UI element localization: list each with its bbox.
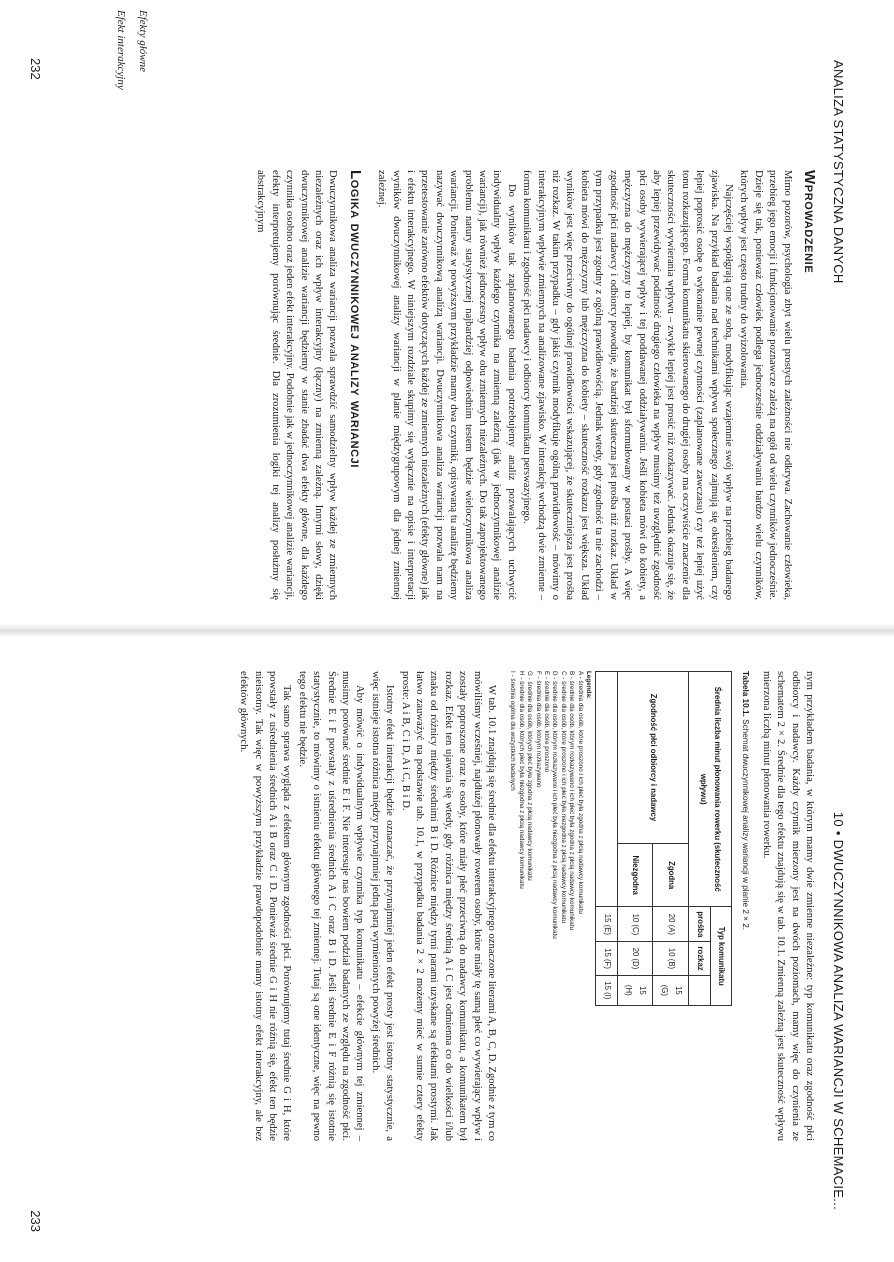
legend-item: A - średnia dla osób, które proszono i ich płeć była zgodna z płcią nadawcy komunikatu [576,671,584,914]
paragraph: W tab. 10.1 znajdują się średnie dla efektu interakcyjnego oznaczone literami A, B, C, D. Zgodnie z tym co mówiliśmy wcześniej, najdłużej płonowały rowerem osoby, które miały tę samą płeć co wywierający wpływ i zostały poproszone oraz te osoby, które miały płeć przeciwną do nadawcy komunikatu, a komunikatem był rozkaz. Efekt ten ujawnia się wtedy, gdy różnica między średnią A i C jest odmienna co do wielkości i/lub znaku od różnicy między średnimi B i D. Różnice między tymi parami uzyskane są efektami prostymi. Jak łatwo zauważyć na podstawie tab. 10.1, w przypadku badania 2 × 2 możemy mieć w sumie cztery efekty proste: A i B, C i D, A i C, B i D. [399,671,498,1141]
table-legend [508,671,592,1141]
table-row-label: Niezgodna [617,843,653,906]
margin-notes [110,10,154,160]
running-head-left: ANALIZA STATYSTYCZNA DANYCH [831,60,846,284]
running-head-right: 10 • DWUCZYNNIKOWA ANALIZA WARIANCJI W SCHEMACIE... [831,811,846,1210]
legend-item: F - średnia dla osób, którym rozkazywano [534,671,542,788]
table-col-header [689,975,710,1005]
legend-item: C - średnie dla osób, które proszono i ich płeć była niezgodna z płcią nadawcy komunikatu [559,671,567,924]
table-row-group: Zgodność płci odbiorcy i nadawcy [617,672,689,844]
table-cell: 20 (A) [653,907,689,942]
margin-note-interaction: Efekt interakcyjny [115,10,127,90]
table-row [596,672,617,1006]
table-caption [738,671,752,1141]
paragraph: Dwuczynnikowa analiza wariancji pozwala sprawdzić samodzielny wpływ każdej ze zmiennych niezależnych oraz ich wpływ interakcyjny (łączny) na zmienną zależną. Innymi słowy, dzięki dwuczynnikowej analizie wariancji będziemy w stanie zbadać dwa efekty główne, dla każdego czynnika osobno oraz jeden efekt interakcyjny. Podobnie jak w jednoczynnikowej analizie wariancji, efekty interpretujemy porównując średnie. Dla zrozumienia logiki tej analizy posłużmy się abstrakcyjnym [255,170,339,600]
table-cell: 15 (H) [617,975,653,1005]
legend-item: H - średnie dla osób, których płeć była niezgodna z płcią nadawcy komunikatu [517,671,525,889]
right-page [0,631,894,1262]
legend-item: E - średnie dla osób, które proszono [543,671,551,773]
table-cell: 15 (I) [596,975,617,1005]
paragraph: Najczęściej współgrają one ze sobą, modyfikując wzajemnie swój wpływ na przebieg badanego zjawiska. Na przykład badania nad technikami wpływu społecznego zajmują się określeniem, czy lepiej poprosić osobę o wykonanie pewnej czynności (zaplanowane zawczasu) czy też lepiej użyć tonu rozkazującego. Forma komunikatu skierowanego do drugiej osoby ma oczywiście znaczenie dla skuteczności wywierania wpływu – zwykle lepiej jest prosić niż rozkazywać. Jednak okazuje się, że aby lepiej przewidywać podatność drugiego człowieka na wpływ musimy też uwzględnić zgodność płci osoby wywierającej wpływ i tej poddawanej oddziaływaniu. Jeśli kobieta mówi do kobiety, a mężczyzna do mężczyzny to lepiej, by komunikat był sformułowany w postaci prośby. A więc zgodność płci nadawcy i odbiorcy powoduje, że bardziej skuteczna jest prośba niż rozkaz. Układ w tym przypadku jest zgodny z ogólną prawidłowością. Jednak wtedy, gdy zgodność ta nie zachodzi – kobieta mówi do mężczyzny lub mężczyzna do kobiety – skuteczność rozkazu jest większa. Układ wyników jest więc przeciwny do ogólnej prawidłowości wskazującej, że skuteczniejsza jest prośba niż rozkaz. W takim przypadku – gdy jakiś czynnik modyfikuje ogólną prawidłowość – mówimy o interakcyjnym wpływie zmiennych na analizowane zjawisko. W interakcję wchodzą dwie zmienne – forma komunikatu i zgodność płci nadawcy i odbiorcy komunikatu perswazyjnego. [521,170,734,600]
legend-item: I - średnia ogólna dla wszystkich badanych [509,671,517,791]
left-text-column [252,170,816,600]
paragraph: Istotny efekt interakcji będzie oznaczać, że przynajmniej jeden efekt prosty jest istotny statystycznie, a więc istnieje istotna różnica między przynajmniej jedną parą wymienionych powyżej średnich. [369,671,396,1141]
legend-item: B - średnie dla osób, którym rozkazywano i ich płeć była zgodna z płcią nadawcy komunikatu [568,671,576,930]
table-cell: 10 (C) [617,907,653,942]
paragraph: Tak samo sprawa wygląda z efektem głównym zgodności płci. Porównujemy tutaj średnie G i H, które powstały z uśrednienia średnich A i B oraz C i D. Ponieważ średnie G i H nie różnią się, efekt ten będzie nieistotny. Tak więc w powyższym przykładzie prawdopodobnie mamy istotny efekt interakcyjny, ale bez efektów głównych. [238,671,293,1141]
table-header-dv: Średnia liczba minut płonowania rowerku (skuteczność wpływu) [689,672,732,907]
paragraph: Mimo pozorów, psychologia zbyt wielu prostych zależności nie odkrywa. Zachowanie człowieka, przebieg jego emocji i funkcjonowanie poznawcze zależą na ogół od wielu czynników jednocześnie. Dzieje się tak, ponieważ człowiek podlega jednocześnie oddziaływaniu bardzo wielu czynników, których wpływ jest często trudny do wyizolowania. [738,170,793,600]
page-number-left: 232 [28,58,43,80]
margin-note-main-effects: Efekty główne [137,10,149,73]
legend-item: D - średnie dla osób, którym rozkazywano i ich płeć była niezgodna z płcią nadawcy komunikatu [551,671,559,939]
table-cell: 15 (G) [653,975,689,1005]
table-col-header: prośba [689,907,710,942]
paragraph: Do wyników tak zaplanowanego badania potrzebujemy analiz pozwalających uchwycić indywidualny wpływ każdego czynnika na zmienną zależną (jak w jednoczynnikowej analizie wariancji), jak również jednoczesny wpływ obu zmiennych niezależnych. Do tak zaprojektowanego problemu natury statystycznej najbardziej odpowiednim testem będzie wieloczynnikowa analiza wariancji. Ponieważ w powyższym przykładzie mamy dwa czynniki, opisywaną tu analizę będziemy nazywać dwuczynnikową analizą wariancji. Dwuczynnikowa analiza wariancji pozwala nam na przetestowanie zarówno efektów dotyczących każdej ze zmiennych niezależnych (efekty główne) jak i efektu interakcyjnego. W niniejszym rozdziale skupimy się wyłącznie na opisie i interpretacji wyników dwuczynnikowej analizy wariancji w planie międzygrupowym dla jednej zmiennej zależnej. [376,170,517,601]
table-cell: 20 (D) [617,942,653,975]
page-number-right: 233 [28,1210,43,1232]
table-cell: 15 (E) [596,907,617,942]
section-title-intro: Wprowadzenie [801,170,818,274]
table-row-label [596,672,617,907]
table-row-label: Zgodna [653,843,689,906]
table-cell: 10 (B) [653,942,689,975]
table-header-group: Typ komunikatu [710,907,731,1006]
table-cell: 15 (F) [596,942,617,975]
table-col-header: rozkaz [689,942,710,975]
paragraph: nym przykładem badania, w którym mamy dwie zmienne niezależne: typ komunikatu oraz zgodność płci odbiorcy i nadawcy. Każdy czynnik mierzony jest na dwóch poziomach, mamy więc do czynienia ze schematem 2 × 2. Średnie dla tego efektu znajdują się w tab. 10.1. Zmienną zależną jest skuteczność wpływu mierzona liczbą minut płonowania rowerku. [760,671,815,1141]
table-caption-text: Schemat dwuczynnikowej analizy wariancji w planie 2 × 2. [741,719,751,931]
paragraph: Aby mówić o indywidualnym wpływie czynnika typ komunikatu – efekcie głównym tej zmiennej – musimy porównać średnie E i F. Nie interesuje nas bowiem podział badanych ze względu na zgodność płci. Średnie E i F powstały z uśrednienia średnich A i C oraz B i D. Jeśli średnie E i F różnią się istotnie statystycznie, to mówimy o istnieniu efektu głównego tej zmiennej. Tutaj są one identyczne, więc na pewno tego efektu nie będzie. [296,671,366,1141]
table-caption-label: Tabela 10.1. [741,671,751,717]
legend-title: Legenda: [585,671,593,699]
legend-item: G - średnie dla osób, których płeć była zgodna z płcią nadawcy komunikatu [526,671,534,881]
anova-schema-table [595,671,732,1006]
right-text-column [235,671,816,1141]
table-row [653,672,689,1006]
section-title-logic: Logika dwuczynnikowej analizy wariancji [346,170,364,469]
